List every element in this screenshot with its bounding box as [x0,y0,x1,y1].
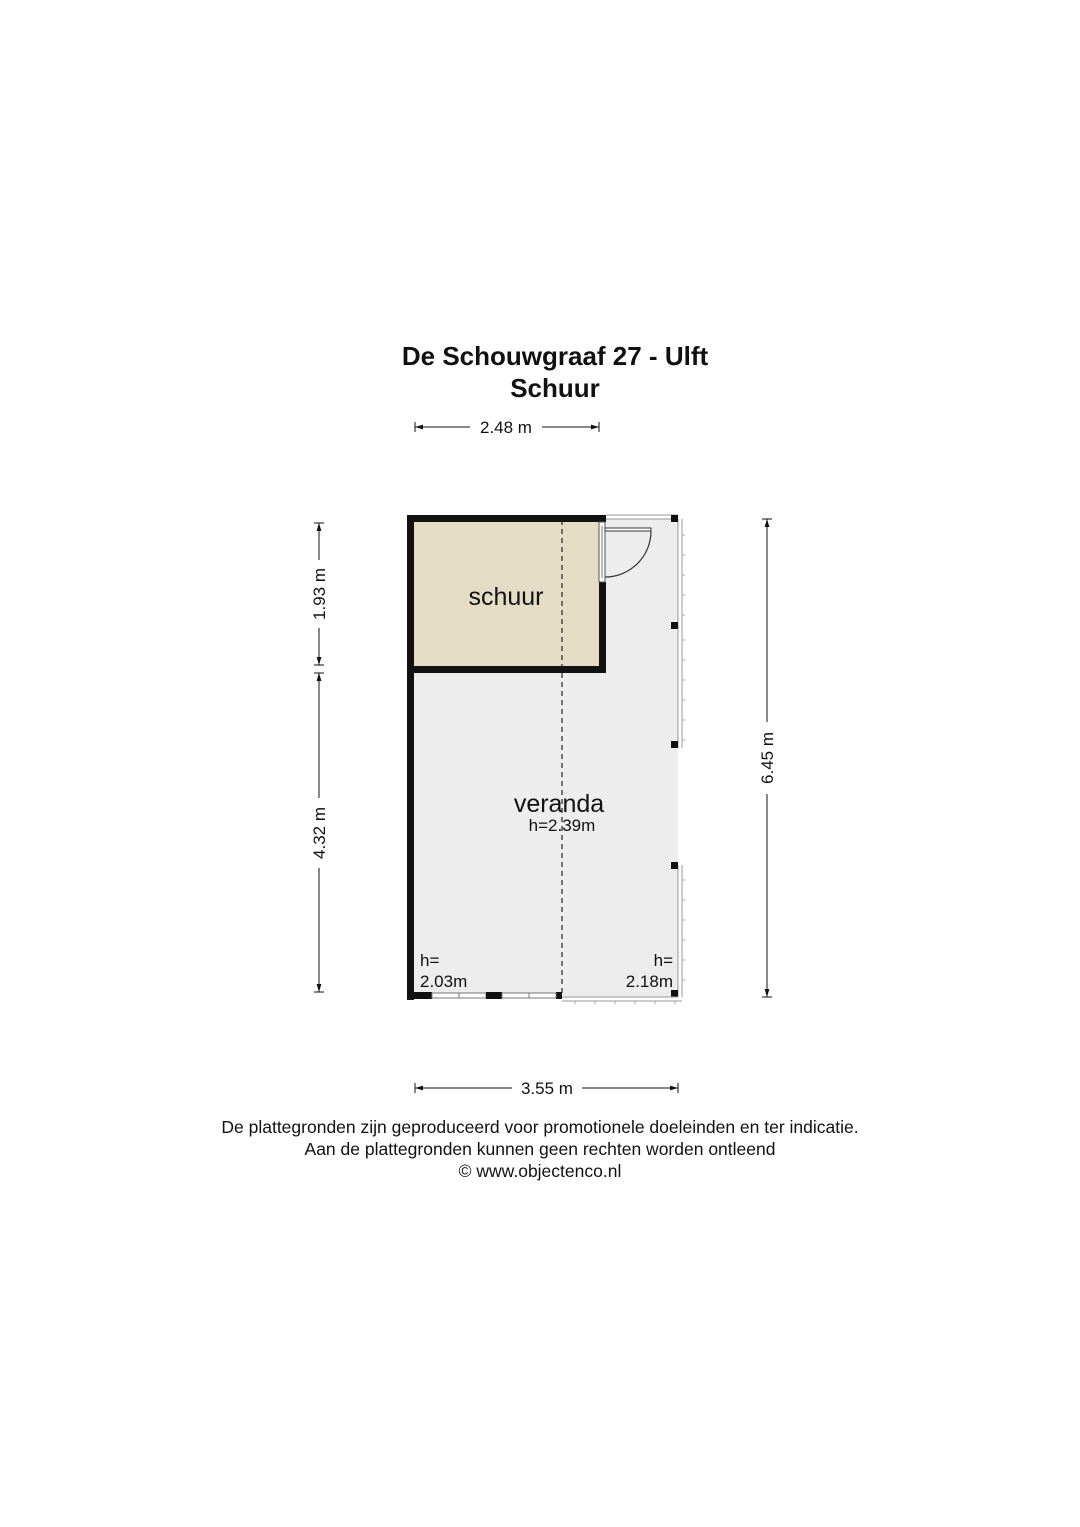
dimension-top-width-label: 2.48 m [480,418,532,437]
room-label-veranda: veranda [513,790,605,818]
dimension-left-lower-label: 4.32 m [310,807,329,859]
height-left-line1: h= [420,951,440,970]
room-label-schuur: schuur [468,583,544,611]
dimension-top-width [415,418,599,437]
disclaimer-line-2: Aan de plattegronden kunnen geen rechten worden ontleend [304,1139,776,1159]
dimension-bottom-width [415,1079,678,1098]
dimension-right-total [758,519,777,997]
plan-subtitle: Schuur [510,373,600,403]
dimension-left-lower [310,673,329,992]
disclaimer-line-1: De plattegronden zijn geproduceerd voor promotionele doeleinden en ter indicatie. [221,1117,859,1137]
copyright-line: © www.objectenco.nl [458,1161,622,1181]
dimension-left-upper-label: 1.93 m [310,568,329,620]
dimension-right-total-label: 6.45 m [758,732,777,784]
room-height-veranda: h=2.39m [528,816,596,835]
height-right-line2: 2.18m [625,972,673,991]
plan-title: De Schouwgraaf 27 - Ulft [401,341,709,371]
height-right-line1: h= [653,951,673,970]
dimension-bottom-width-label: 3.55 m [521,1079,573,1098]
right-railing [678,519,682,997]
height-left-line2: 2.03m [420,972,468,991]
dimension-left-upper [310,523,329,665]
